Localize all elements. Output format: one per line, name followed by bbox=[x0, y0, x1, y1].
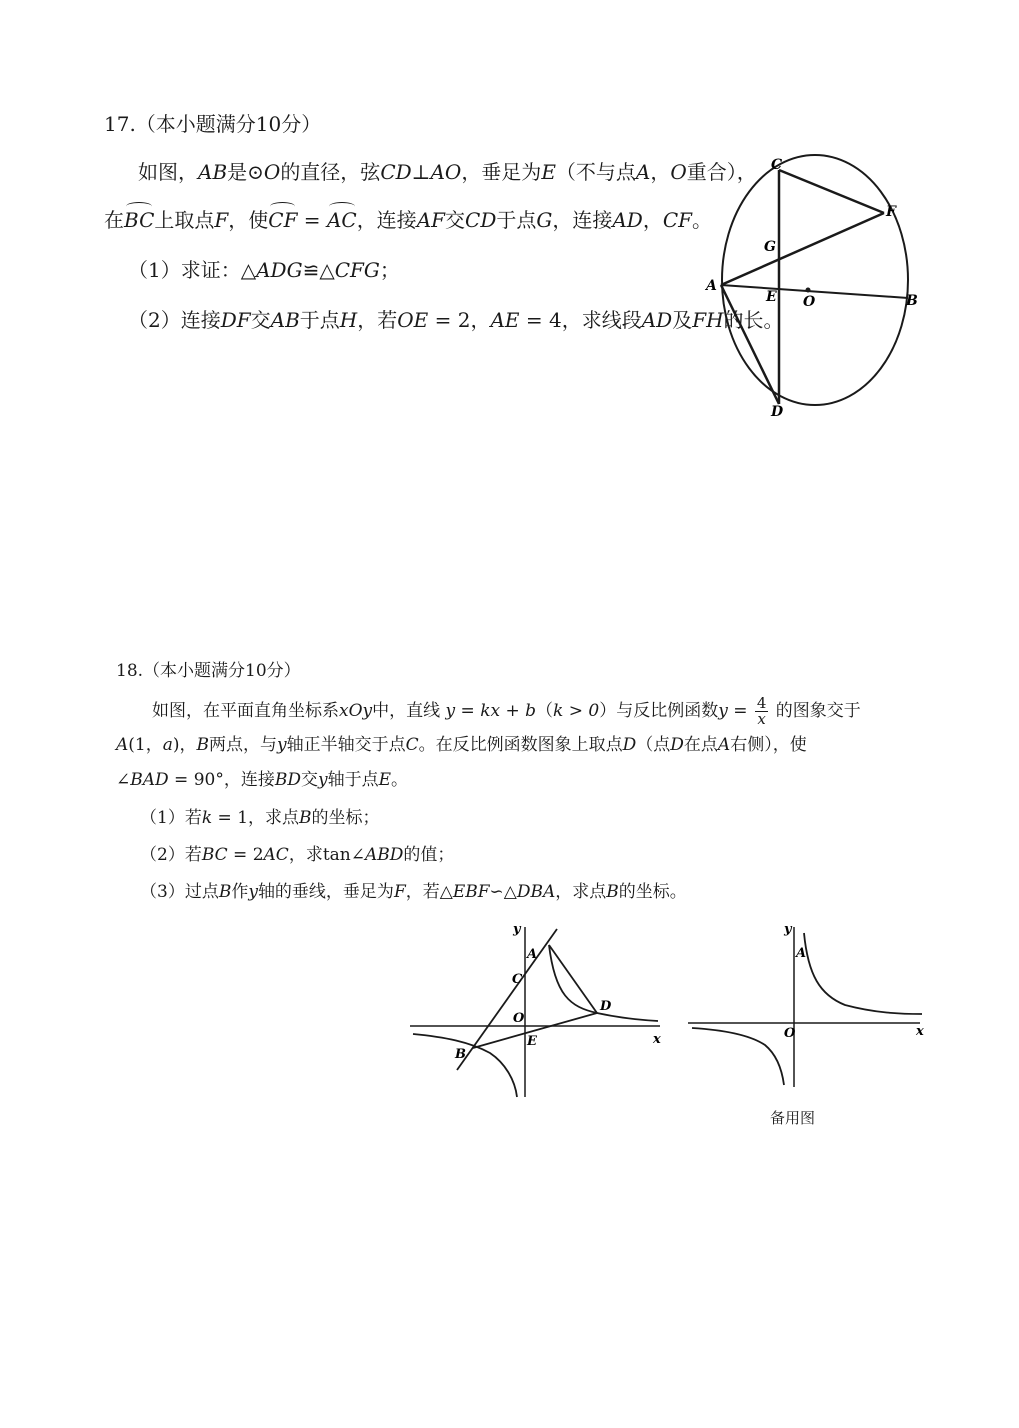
label-g: G bbox=[764, 239, 776, 255]
fig1-label-o: O bbox=[513, 1011, 525, 1026]
segment-af bbox=[721, 213, 884, 285]
label-a: A bbox=[706, 278, 717, 294]
spare-figure-caption: 备用图 bbox=[770, 1109, 816, 1127]
label-o: O bbox=[803, 294, 816, 310]
fig2-label-y: y bbox=[784, 922, 792, 937]
q17-statement-line1: 如图，AB是⊙O的直径，弦CD⊥AO，垂足为E（不与点A，O重合）， bbox=[138, 160, 757, 184]
fig1-label-a: A bbox=[527, 947, 538, 962]
fig2-label-a: A bbox=[796, 946, 807, 961]
q17-circle-figure bbox=[700, 150, 930, 420]
fig1-label-b: B bbox=[455, 1047, 466, 1062]
hyperbola-branch-2 bbox=[413, 1034, 517, 1097]
label-c: C bbox=[771, 157, 783, 173]
q18-title: 18.（本小题满分10分） bbox=[116, 661, 301, 681]
fig2-label-o: O bbox=[784, 1026, 796, 1041]
q18-statement-line2: A(1，a)，B两点，与y轴正半轴交于点C。在反比例函数图象上取点D（点D在点A右侧），使 bbox=[116, 735, 807, 755]
label-e: E bbox=[766, 289, 777, 305]
q18-part3: （3）过点B作y轴的垂线，垂足为F，若△EBF∽△DBA，求点B的坐标。 bbox=[140, 882, 687, 902]
q17-title: 17.（本小题满分10分） bbox=[104, 112, 322, 136]
label-b: B bbox=[906, 293, 918, 309]
fig1-label-e: E bbox=[527, 1034, 537, 1049]
fig1-label-d: D bbox=[600, 999, 612, 1014]
fig1-label-x: x bbox=[653, 1032, 661, 1047]
hyperbola-branch-2 bbox=[692, 1028, 784, 1085]
fraction-4-over-x: $\frac{4}{x}$ bbox=[756, 694, 767, 728]
q18-main-figure bbox=[405, 915, 670, 1105]
hyperbola-branch-1 bbox=[804, 933, 922, 1014]
line-ab bbox=[457, 929, 557, 1070]
q18-part1: （1）若k = 1，求点B的坐标； bbox=[140, 808, 380, 828]
fig1-label-c: C bbox=[512, 972, 523, 987]
q17-statement-line2: 在BC上取点F，使CF = AC，连接AF交CD于点G，连接AD，CF。 bbox=[104, 208, 713, 232]
label-f: F bbox=[886, 204, 896, 220]
q17-part1: （1）求证：△ADG≌△CFG； bbox=[128, 258, 400, 282]
fig1-label-y: y bbox=[513, 922, 521, 937]
q18-statement-line3: ∠BAD = 90°，连接BD交y轴于点E。 bbox=[116, 770, 408, 790]
q18-spare-figure bbox=[680, 915, 930, 1095]
q17-part2: （2）连接DF交AB于点H，若OE = 2，AE = 4，求线段AD及FH的长。 bbox=[128, 308, 784, 332]
circle-o bbox=[722, 155, 908, 405]
q18-part2: （2）若BC = 2AC，求tan∠ABD的值； bbox=[140, 845, 455, 865]
center-point bbox=[806, 288, 811, 293]
fig2-label-x: x bbox=[916, 1024, 924, 1039]
label-d: D bbox=[771, 404, 784, 420]
q18-statement-line1: 如图，在平面直角坐标系xOy中，直线 y = kx + b（k > 0）与反比例函数y = $\frac{4}{x}$ 的图象交于 bbox=[152, 694, 861, 728]
